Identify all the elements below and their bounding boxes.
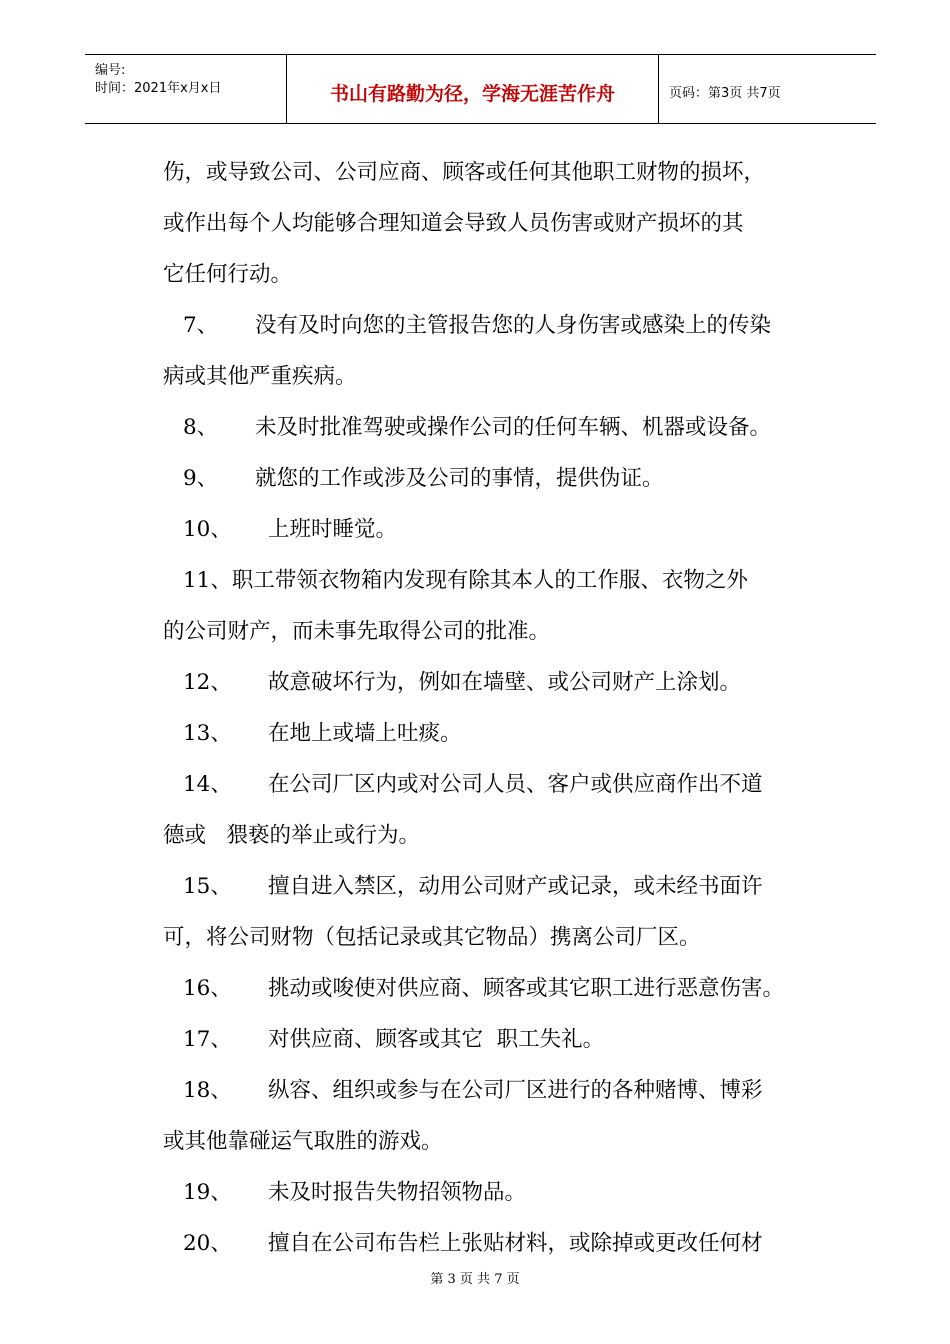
line-text: 或作出每个人均能够合理知道会导致人员伤害或财产损坏的其: [163, 211, 744, 236]
page-footer: 第 3 页 共 7 页: [430, 1272, 520, 1287]
list-item-7: [163, 311, 771, 341]
list-item-8: [163, 413, 771, 443]
line-text: 伤，或导致公司、公司应商、顾客或任何其他职工财物的损坏，: [163, 160, 766, 185]
item-number: 16、: [183, 976, 232, 1001]
line-text: 病或其他严重疾病。: [163, 364, 357, 389]
motto: 书山有路勤为径，学海无涯苦作舟: [329, 83, 615, 105]
item-number: 8、: [183, 415, 219, 440]
line-text: 纵容、组织或参与在公司厂区进行的各种赌博、博彩: [268, 1078, 763, 1103]
item-number: 15、: [183, 874, 232, 899]
body-line: [163, 1127, 443, 1157]
list-item-16: [163, 974, 784, 1004]
list-item-19: [163, 1178, 526, 1208]
line-text: 擅自在公司布告栏上张贴材料，或除掉或更改任何材: [268, 1231, 763, 1256]
list-item-9: [163, 464, 664, 494]
item-number: 11、: [183, 568, 232, 593]
list-item-10: [163, 515, 397, 545]
line-text: 就您的工作或涉及公司的事情，提供伪证。: [255, 466, 664, 491]
code-label: 编号:: [95, 63, 126, 78]
page-header: [85, 54, 876, 124]
header-meta-cell: [85, 55, 287, 123]
list-item-18: [163, 1076, 763, 1106]
item-number: 7、: [183, 313, 219, 338]
list-item-13: [163, 719, 462, 749]
line-text: 在地上或墙上吐痰。: [268, 721, 462, 746]
body-line: [163, 617, 550, 647]
header-motto-cell: [287, 55, 659, 123]
item-number: 13、: [183, 721, 232, 746]
line-text: 可，将公司财物（包括记录或其它物品）携离公司厂区。: [163, 925, 701, 950]
line-text: 它任何行动。: [163, 262, 293, 287]
body-line: [163, 362, 357, 392]
item-number: 17、: [183, 1027, 232, 1052]
line-text: 擅自进入禁区，动用公司财产或记录，或未经书面许: [268, 874, 763, 899]
list-item-14: [163, 770, 763, 800]
page-label: 页码：第3页 共7页: [669, 86, 781, 101]
line-text: 故意破坏行为，例如在墙壁、或公司财产上涂划。: [268, 670, 742, 695]
body-line: [163, 158, 765, 188]
list-item-15: [163, 872, 763, 902]
list-item-11: [163, 566, 748, 596]
item-number: 10、: [183, 517, 232, 542]
body-line: [163, 209, 744, 239]
body-line: [163, 821, 420, 851]
time-label: 时间：2021年x月x日: [95, 81, 222, 96]
body-line: [163, 923, 701, 953]
line-text: 未及时批准驾驶或操作公司的任何车辆、机器或设备。: [255, 415, 772, 440]
item-number: 20、: [183, 1231, 232, 1256]
item-number: 19、: [183, 1180, 232, 1205]
list-item-12: [163, 668, 741, 698]
item-number: 12、: [183, 670, 232, 695]
line-text: 的公司财产，而未事先取得公司的批准。: [163, 619, 551, 644]
line-text: 上班时睡觉。: [268, 517, 398, 542]
body-line: [163, 260, 292, 290]
list-item-17: [163, 1025, 604, 1055]
item-number: 9、: [183, 466, 219, 491]
line-text: 对供应商、顾客或其它 职工失礼。: [268, 1027, 605, 1052]
line-text: 或其他靠碰运气取胜的游戏。: [163, 1129, 443, 1154]
line-text: 德或 猥亵的举止或行为。: [163, 823, 421, 848]
item-number: 14、: [183, 772, 232, 797]
line-text: 未及时报告失物招领物品。: [268, 1180, 527, 1205]
line-text: 没有及时向您的主管报告您的人身伤害或感染上的传染: [255, 313, 772, 338]
item-number: 18、: [183, 1078, 232, 1103]
header-page-cell: [659, 55, 876, 123]
line-text: 在公司厂区内或对公司人员、客户或供应商作出不道: [268, 772, 763, 797]
line-text: 挑动或唆使对供应商、顾客或其它职工进行恶意伤害。: [268, 976, 785, 1001]
list-item-20: [163, 1229, 763, 1259]
line-text: 职工带领衣物箱内发现有除其本人的工作服、衣物之外: [231, 568, 748, 593]
